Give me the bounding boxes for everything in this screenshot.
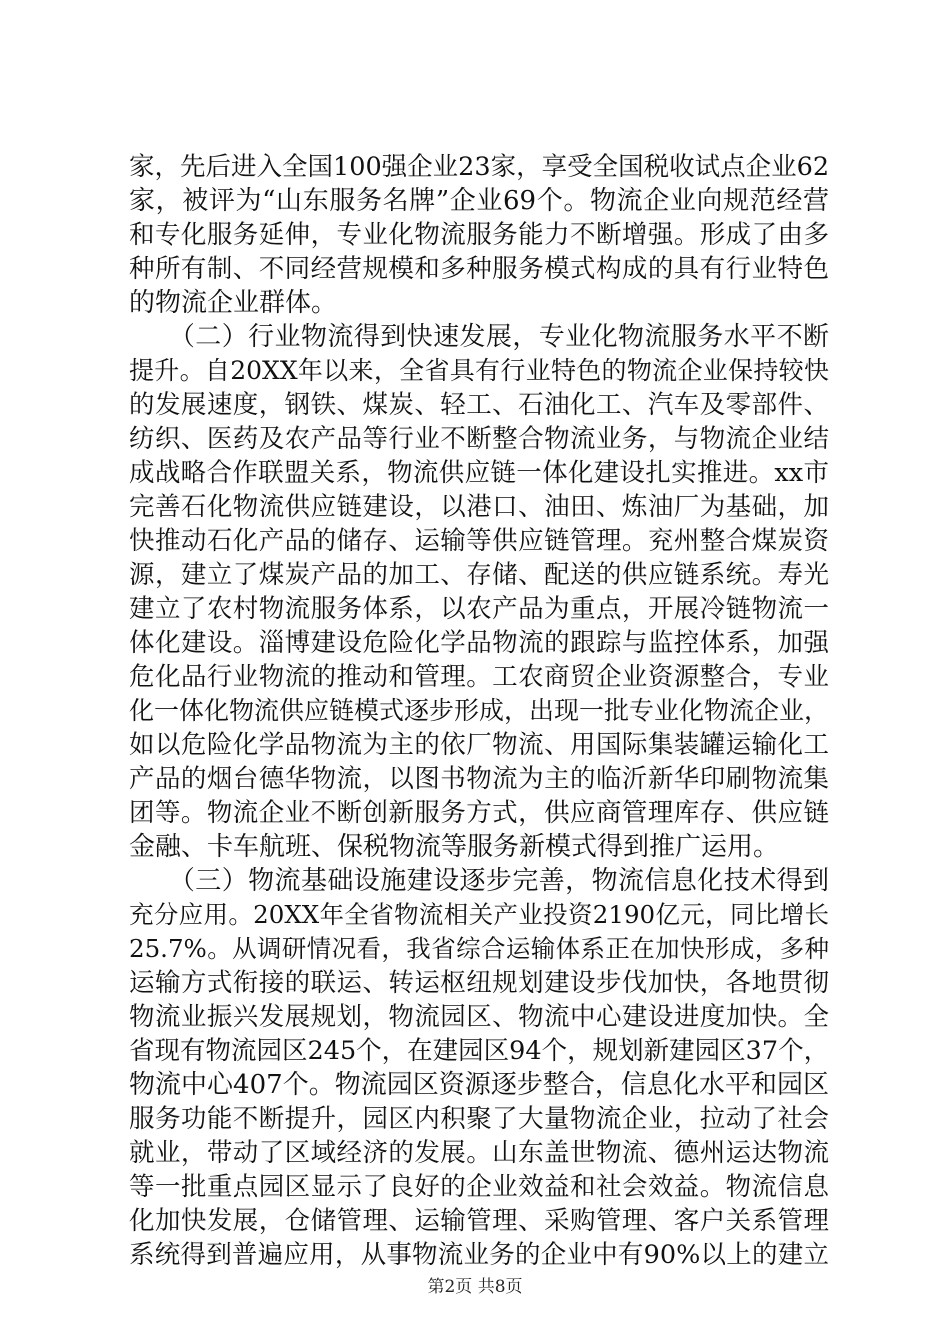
text-line: 化加快发展，仓储管理、运输管理、采购管理、客户关系管理 xyxy=(129,1206,829,1236)
text-line: 服务功能不断提升，园区内积聚了大量物流企业，拉动了社会 xyxy=(129,1104,829,1134)
text-line: 如以危险化学品物流为主的依厂物流、用国际集装罐运输化工 xyxy=(129,730,829,760)
text-line: 物流业振兴发展规划，物流园区、物流中心建设进度加快。全 xyxy=(129,1002,829,1032)
text-line: 建立了农村物流服务体系，以农产品为重点，开展冷链物流一 xyxy=(129,594,829,624)
text-line: （二）行业物流得到快速发展，专业化物流服务水平不断 xyxy=(129,322,829,352)
page-footer: 第2页 共8页 xyxy=(427,1277,523,1297)
text-line: 金融、卡车航班、保税物流等服务新模式得到推广运用。 xyxy=(129,832,780,862)
text-line: 和专化服务延伸，专业化物流服务能力不断增强。形成了由多 xyxy=(129,220,829,250)
text-line: 家，先后进入全国100强企业23家，享受全国税收试点企业62 xyxy=(129,152,829,182)
text-line: 源，建立了煤炭产品的加工、存储、配送的供应链系统。寿光 xyxy=(129,560,829,590)
text-line: 团等。物流企业不断创新服务方式，供应商管理库存、供应链 xyxy=(129,798,829,828)
text-line: 纺织、医药及农产品等行业不断整合物流业务，与物流企业结 xyxy=(129,424,829,454)
text-line: （三）物流基础设施建设逐步完善，物流信息化技术得到 xyxy=(129,866,829,896)
text-line: 成战略合作联盟关系，物流供应链一体化建设扎实推进。xx市 xyxy=(129,458,829,488)
text-line: 物流中心407个。物流园区资源逐步整合，信息化水平和园区 xyxy=(129,1070,829,1100)
document-body xyxy=(129,150,829,1272)
text-line: 体化建设。淄博建设危险化学品物流的跟踪与监控体系，加强 xyxy=(129,628,829,658)
text-line: 的发展速度，钢铁、煤炭、轻工、石油化工、汽车及零部件、 xyxy=(129,390,829,420)
text-line: 系统得到普遍应用，从事物流业务的企业中有90%以上的建立 xyxy=(129,1240,829,1270)
text-line: 充分应用。20XX年全省物流相关产业投资2190亿元，同比增长 xyxy=(129,900,829,929)
text-line: 种所有制、不同经营规模和多种服务模式构成的具有行业特色 xyxy=(129,254,829,284)
text-line: 省现有物流园区245个，在建园区94个，规划新建园区37个， xyxy=(129,1036,829,1066)
text-line: 等一批重点园区显示了良好的企业效益和社会效益。物流信息 xyxy=(129,1172,829,1202)
text-line: 运输方式衔接的联运、转运枢纽规划建设步伐加快，各地贯彻 xyxy=(129,968,829,998)
text-line: 25.7%。从调研情况看，我省综合运输体系正在加快形成，多种 xyxy=(129,934,829,963)
text-line: 产品的烟台德华物流，以图书物流为主的临沂新华印刷物流集 xyxy=(129,764,829,794)
text-line: 化一体化物流供应链模式逐步形成，出现一批专业化物流企业， xyxy=(129,696,829,725)
text-line: 提升。自20XX年以来，全省具有行业特色的物流企业保持较快 xyxy=(129,356,829,385)
text-line: 家，被评为“山东服务名牌”企业69个。物流企业向规范经营 xyxy=(129,186,829,216)
text-line: 的物流企业群体。 xyxy=(129,288,338,318)
text-line: 快推动石化产品的储存、运输等供应链管理。兖州整合煤炭资 xyxy=(129,526,829,556)
text-line: 完善石化物流供应链建设，以港口、油田、炼油厂为基础，加 xyxy=(129,492,829,522)
text-line: 危化品行业物流的推动和管理。工农商贸企业资源整合，专业 xyxy=(129,662,829,692)
text-line: 就业，带动了区域经济的发展。山东盖世物流、德州运达物流 xyxy=(129,1138,829,1168)
